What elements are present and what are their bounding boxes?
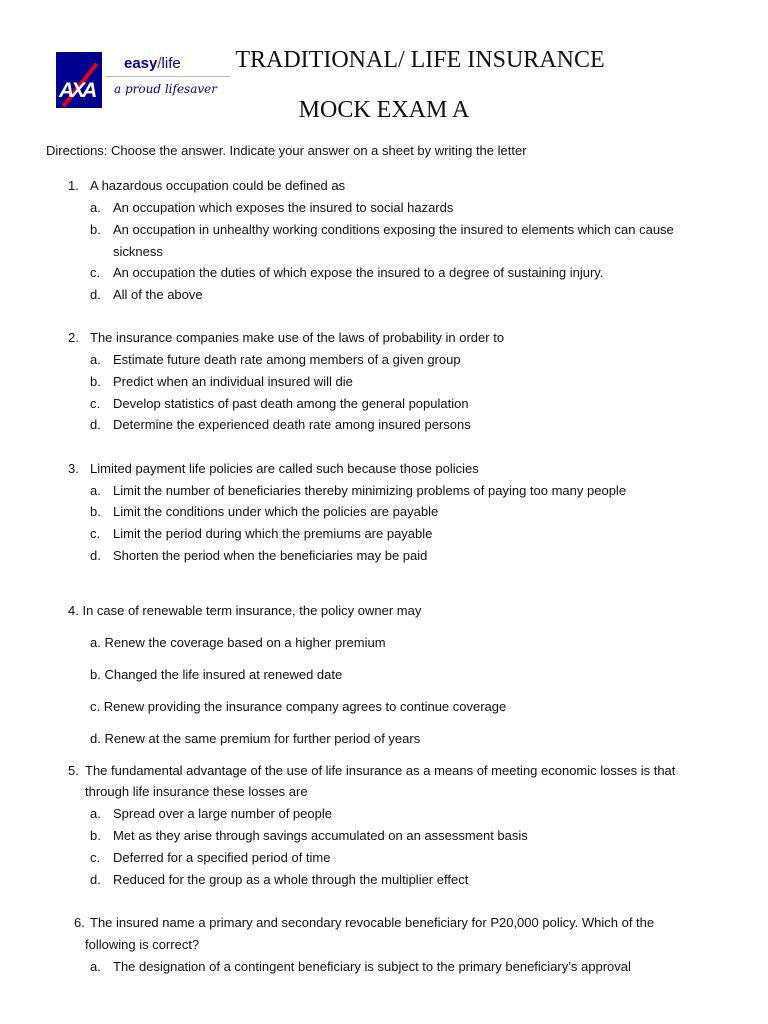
option-b: An occupation in unhealthy working conditions exposing the insured to elements which can cause bbox=[113, 222, 674, 237]
option-marker: d. bbox=[90, 872, 101, 887]
page-subtitle: MOCK EXAM A bbox=[298, 97, 470, 123]
question-text: 4. In case of renewable term insurance, the policy owner may bbox=[68, 603, 422, 618]
option-c: c. Renew providing the insurance company agrees to continue coverage bbox=[90, 699, 507, 714]
page-title: TRADITIONAL/ LIFE INSURANCE bbox=[235, 47, 605, 73]
option-a: a. Renew the coverage based on a higher premium bbox=[90, 635, 386, 650]
axa-logo-text: AXA bbox=[59, 79, 95, 102]
option-c: Develop statistics of past death among the general population bbox=[113, 396, 469, 411]
option-d: Reduced for the group as a whole through the multiplier effect bbox=[113, 872, 469, 887]
option-marker: c. bbox=[90, 850, 101, 865]
option-marker: d. bbox=[90, 548, 101, 563]
option-c: An occupation the duties of which expose the insured to a degree of sustaining injury. bbox=[113, 265, 604, 280]
option-a: An occupation which exposes the insured to social hazards bbox=[113, 200, 454, 215]
question-number: 2. bbox=[68, 330, 79, 345]
question-number: 6. bbox=[74, 915, 85, 930]
option-marker: c. bbox=[90, 265, 101, 280]
option-c: Limit the period during which the premiums are payable bbox=[113, 526, 433, 541]
option-marker: a. bbox=[90, 352, 101, 367]
option-marker: b. bbox=[90, 504, 101, 519]
option-marker: c. bbox=[90, 396, 101, 411]
question-text: The insurance companies make use of the laws of probability in order to bbox=[90, 330, 505, 345]
option-d: d. Renew at the same premium for further period of years bbox=[90, 731, 421, 746]
question-text: Limited payment life policies are called such because those policies bbox=[90, 461, 479, 476]
brand-right: life bbox=[161, 55, 181, 72]
option-marker: b. bbox=[90, 374, 101, 389]
option-marker: a. bbox=[90, 806, 101, 821]
question-number: 1. bbox=[68, 178, 79, 193]
option-marker: d. bbox=[90, 417, 101, 432]
question-text-continued: following is correct? bbox=[85, 937, 200, 952]
question-text-continued: through life insurance these losses are bbox=[85, 784, 308, 799]
option-b: Limit the conditions under which the policies are payable bbox=[113, 504, 439, 519]
option-a: Spread over a large number of people bbox=[113, 806, 332, 821]
option-a: The designation of a contingent beneficiary is subject to the primary beneficiary’s approval bbox=[113, 959, 631, 974]
option-a: Limit the number of beneficiaries thereby minimizing problems of paying too many people bbox=[113, 483, 627, 498]
option-marker: b. bbox=[90, 828, 101, 843]
option-marker: d. bbox=[90, 287, 101, 302]
option-b-continued: sickness bbox=[113, 244, 163, 259]
option-marker: a. bbox=[90, 483, 101, 498]
question-number: 3. bbox=[68, 461, 79, 476]
option-b: Predict when an individual insured will die bbox=[113, 374, 353, 389]
option-b: Met as they arise through savings accumulated on an assessment basis bbox=[113, 828, 528, 843]
option-b: b. Changed the life insured at renewed date bbox=[90, 667, 343, 682]
directions: Directions: Choose the answer. Indicate your answer on a sheet by writing the letter bbox=[46, 143, 527, 158]
option-d: Determine the experienced death rate among insured persons bbox=[113, 417, 471, 432]
brand-separator: / bbox=[157, 55, 162, 72]
question-text: A hazardous occupation could be defined as bbox=[90, 178, 346, 193]
brand-left: easy bbox=[124, 55, 158, 72]
question-number: 5. bbox=[68, 763, 79, 778]
brand-tagline: a proud lifesaver bbox=[114, 82, 217, 96]
option-marker: a. bbox=[90, 959, 101, 974]
option-marker: c. bbox=[90, 526, 101, 541]
option-a: Estimate future death rate among members of a given group bbox=[113, 352, 461, 367]
option-d: All of the above bbox=[113, 287, 203, 302]
option-marker: a. bbox=[90, 200, 101, 215]
option-marker: b. bbox=[90, 222, 101, 237]
question-text: The fundamental advantage of the use of life insurance as a means of meeting economic losses is that bbox=[85, 763, 676, 778]
option-d: Shorten the period when the beneficiaries may be paid bbox=[113, 548, 428, 563]
option-c: Deferred for a specified period of time bbox=[113, 850, 331, 865]
question-text: The insured name a primary and secondary revocable beneficiary for P20,000 policy. Which of the bbox=[90, 915, 655, 930]
brand-divider bbox=[106, 76, 230, 77]
